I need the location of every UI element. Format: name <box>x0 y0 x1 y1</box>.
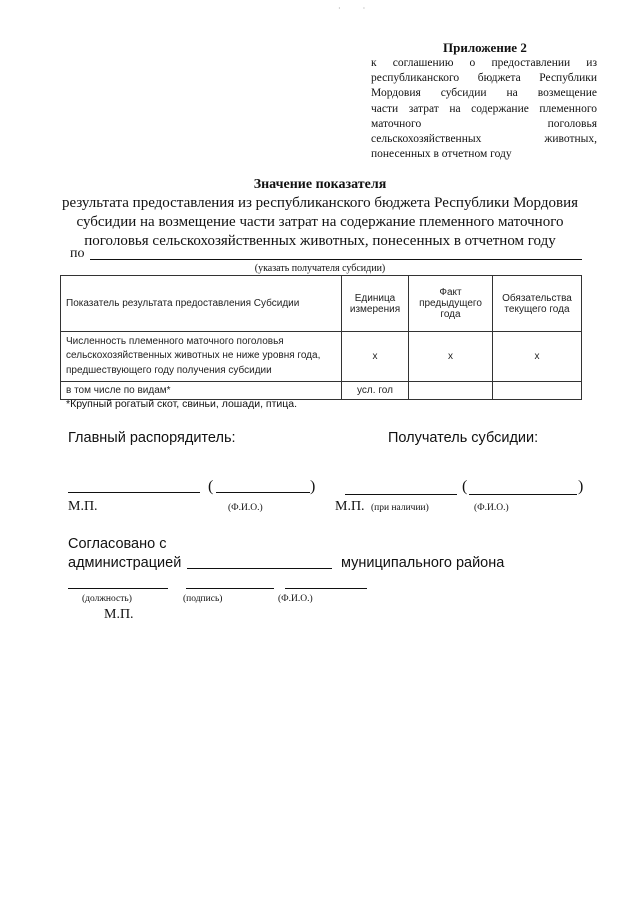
subtitle-line: субсидии на возмещение части затрат на содержание племенного маточного <box>76 214 564 230</box>
district-name-line[interactable] <box>187 568 332 569</box>
fio-hint: (Ф.И.О.) <box>474 503 509 513</box>
table-row <box>61 382 582 400</box>
signature-line[interactable] <box>186 588 274 589</box>
indicator-table <box>60 275 582 400</box>
appendix-text <box>371 56 597 162</box>
appendix-line: маточного поголовья <box>371 117 597 130</box>
footnote: *Крупный рогатый скот, свиньи, лошади, птица. <box>66 398 298 410</box>
header-unit: Единица измерения <box>342 276 409 332</box>
fio-line[interactable] <box>285 588 367 589</box>
appendix-line: Мордовия субсидии на возмещение <box>371 87 597 100</box>
paren-open: ( <box>208 478 214 495</box>
document-title: Значение показателя <box>253 177 387 192</box>
fio-hint: (Ф.И.О.) <box>228 503 263 513</box>
paren-close: ) <box>578 478 584 495</box>
fio-line[interactable] <box>216 492 310 493</box>
signature-line[interactable] <box>345 494 457 495</box>
subtitle-line: поголовья сельскохозяйственных животных, понесенных в отчетном году <box>84 233 556 249</box>
appendix-line: к соглашению о предоставлении из <box>371 57 597 69</box>
document-subtitle <box>40 194 600 251</box>
table-row <box>61 332 582 382</box>
signature-hint: (подпись) <box>183 594 223 604</box>
fio-line[interactable] <box>469 494 577 495</box>
appendix-line: республиканского бюджета Республики <box>371 72 597 85</box>
signature-line[interactable] <box>68 492 200 493</box>
appendix-line: понесенных в отчетном году <box>371 148 512 161</box>
subtitle-line: результата предоставления из республиканского бюджета Республики Мордовия <box>61 195 578 211</box>
header-indicator: Показатель результата предоставления Субсидии <box>61 276 342 332</box>
chief-administrator-label: Главный распорядитель: <box>68 430 236 446</box>
header-previous-fact: Факт предыдущего года <box>409 276 493 332</box>
stamp-label: М.П. <box>104 607 134 622</box>
recipient-label: Получатель субсидии: <box>388 430 539 446</box>
header-current-obligations: Обязательства текущего года <box>493 276 582 332</box>
appendix-title: Приложение 2 <box>443 40 527 55</box>
scan-marks: · · <box>338 4 376 13</box>
table-cell: усл. гол <box>342 382 409 400</box>
position-line[interactable] <box>68 588 168 589</box>
if-any-hint: (при наличии) <box>371 503 429 513</box>
table-cell: х <box>493 332 582 382</box>
table-cell: х <box>409 332 493 382</box>
paren-open: ( <box>462 478 468 495</box>
recipient-hint: (указать получателя субсидии) <box>254 263 386 274</box>
recipient-field-line[interactable] <box>90 259 582 260</box>
table-cell: в том числе по видам* <box>61 382 342 400</box>
fio-hint: (Ф.И.О.) <box>278 594 313 604</box>
municipal-district-label: муниципального района <box>341 555 505 571</box>
appendix-line: сельскохозяйственных животных, <box>371 133 597 146</box>
table-cell-empty[interactable] <box>493 382 582 400</box>
position-hint: (должность) <box>82 594 132 604</box>
stamp-label: М.П. <box>335 499 365 514</box>
agreed-label: Согласовано с <box>68 536 167 552</box>
table-header-row <box>61 276 582 332</box>
table-cell-empty[interactable] <box>409 382 493 400</box>
administration-label: администрацией <box>68 555 182 571</box>
recipient-prefix: по <box>70 246 85 261</box>
table-cell: х <box>342 332 409 382</box>
appendix-line: части затрат на содержание племенного <box>371 102 597 115</box>
stamp-label: М.П. <box>68 499 98 514</box>
table-cell: Численность племенного маточного поголовья сельскохозяйственных животных не ниже уровня года, предшествующего году получения субсидии <box>61 332 342 382</box>
paren-close: ) <box>310 478 316 495</box>
